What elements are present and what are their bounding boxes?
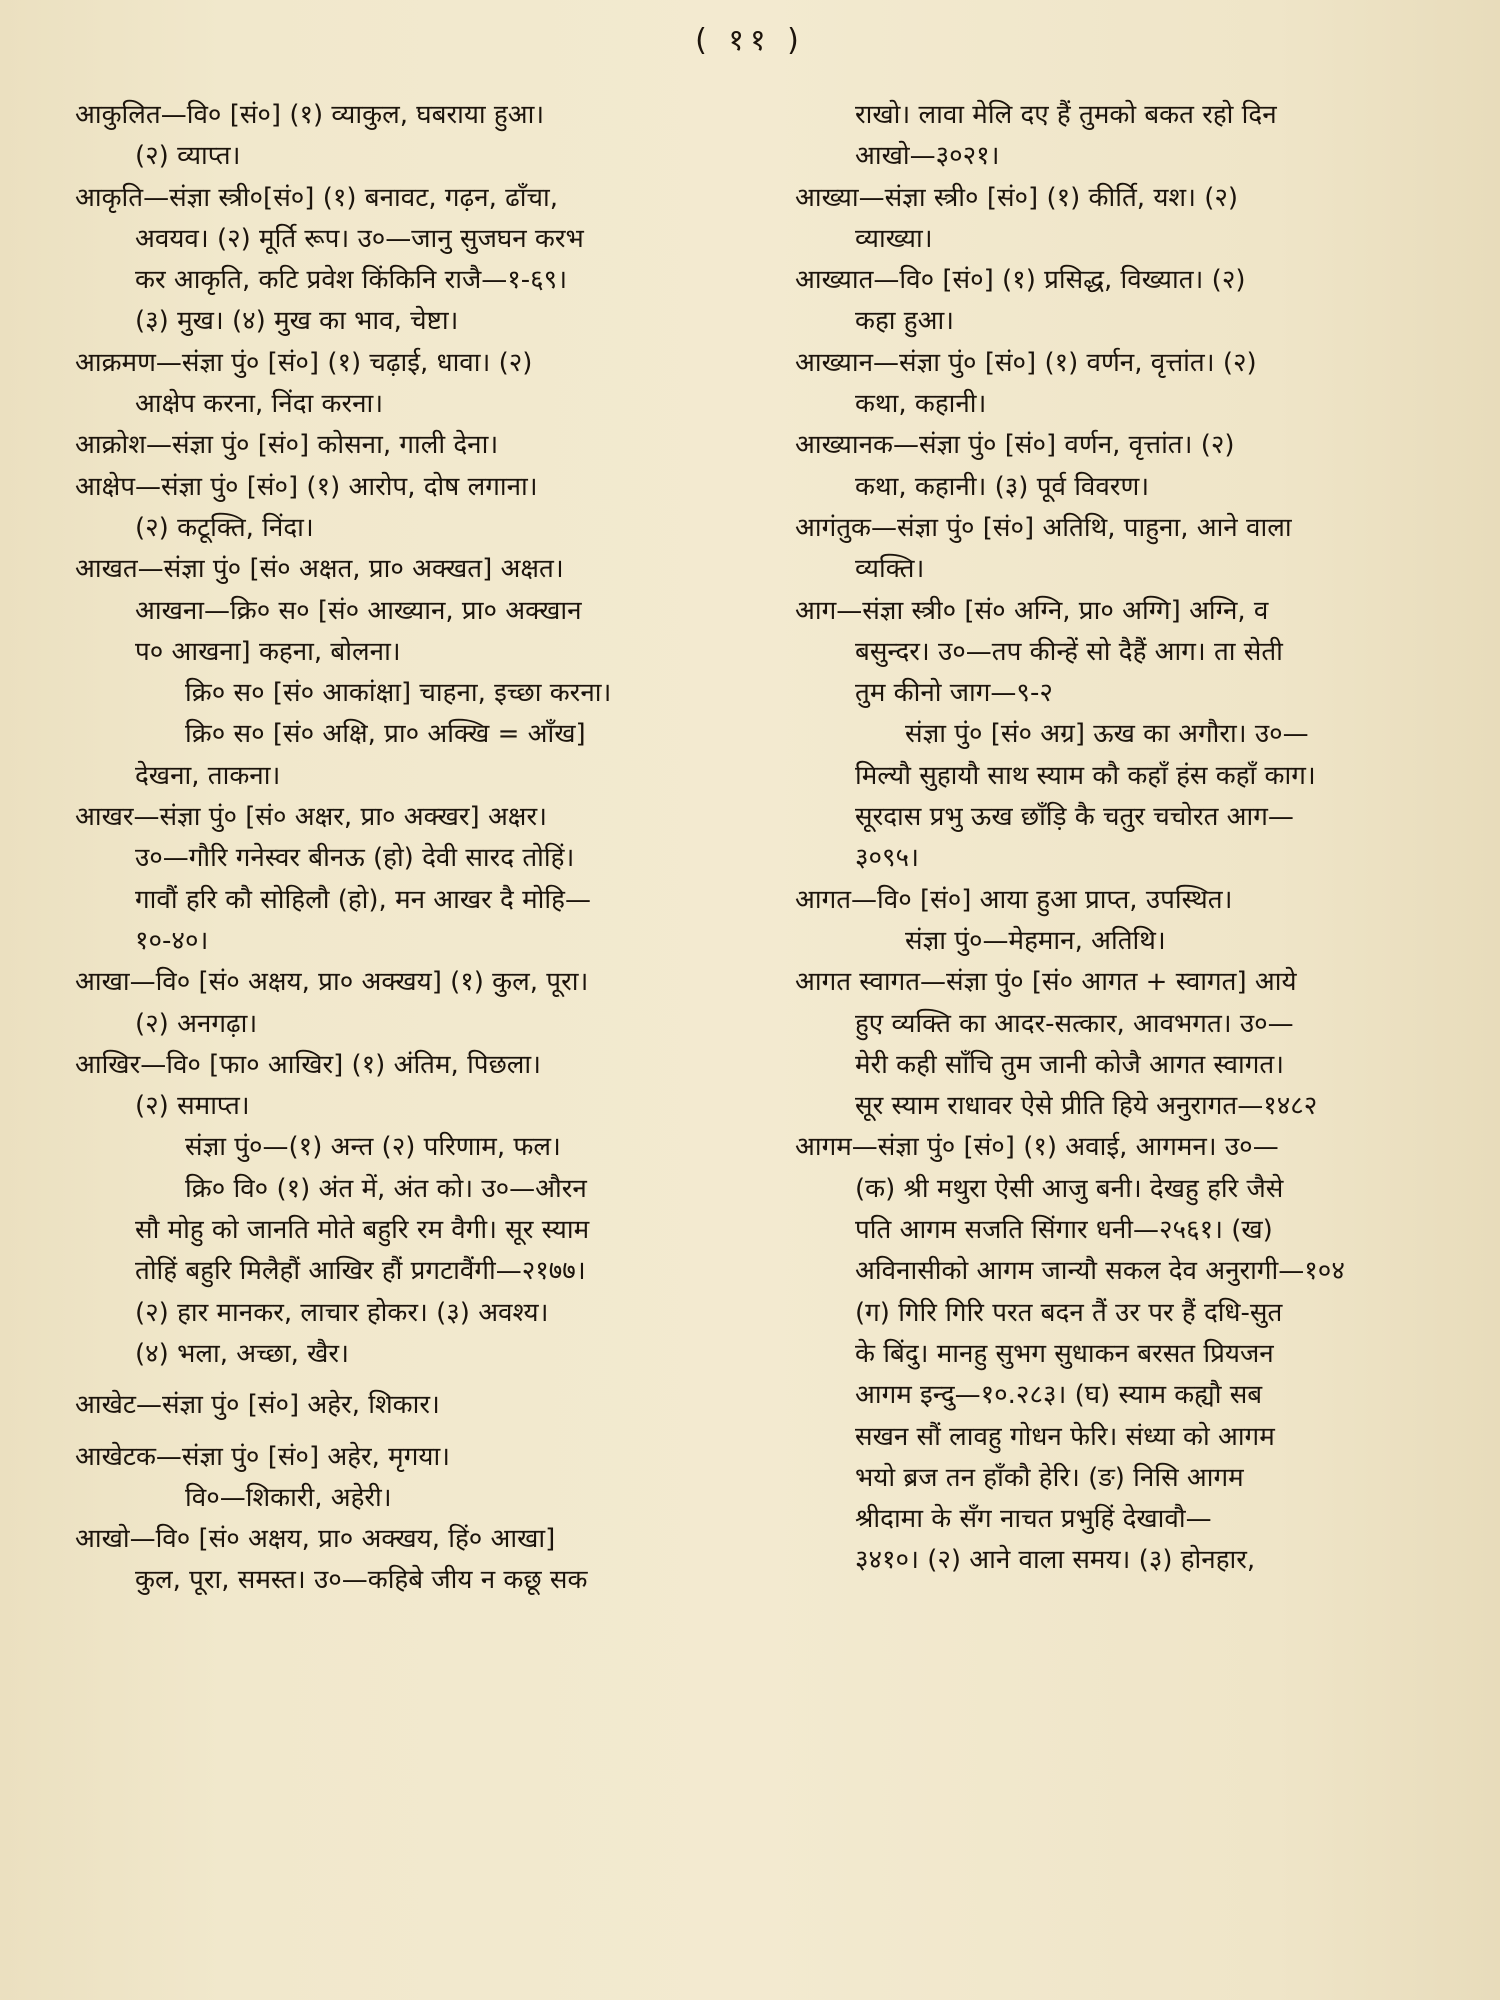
entry-line: संज्ञा पुं०—(१) अन्त (२) परिणाम, फल। — [185, 1132, 561, 1163]
entry-line: आखना—क्रि० स० [सं० आख्यान, प्रा० अक्खान — [135, 595, 582, 626]
entry-line: तुम कीनो जाग—९-२ — [855, 678, 1053, 709]
entry-line: कर आकृति, कटि प्रवेश किंकिनि राजै—१-६९। — [135, 265, 568, 296]
entry-line: भयो ब्रज तन हाँकौ हेरि। (ङ) निसि आगम — [855, 1462, 1244, 1493]
entry-line: आखिर—वि० [फा० आखिर] (१) अंतिम, पिछला। — [75, 1049, 542, 1080]
entry-line: आखर—संज्ञा पुं० [सं० अक्षर, प्रा० अक्खर] अक्षर। — [75, 802, 547, 833]
entry-line: आकृति—संज्ञा स्त्री०[सं०] (१) बनावट, गढ़न, ढाँचा, — [75, 182, 558, 213]
entry-line: गावौं हरि कौ सोहिलौ (हो), मन आखर दै मोहि— — [135, 884, 591, 915]
entry-line: कुल, पूरा, समस्त। उ०—कहिबे जीय न कछू सक — [135, 1565, 588, 1596]
entry-line: अविनासीको आगम जान्यौ सकल देव अनुरागी—१०४ — [855, 1256, 1345, 1287]
entry-line: (२) व्याप्त। — [135, 141, 241, 172]
entry-line: आख्या—संज्ञा स्त्री० [सं०] (१) कीर्ति, यश। (२) — [795, 182, 1239, 213]
entry-line: (२) कटूक्ति, निंदा। — [135, 512, 314, 543]
page-number: ( ११ ) — [695, 23, 805, 58]
entry-line: आगंतुक—संज्ञा पुं० [सं०] अतिथि, पाहुना, आने वाला — [795, 512, 1292, 543]
entry-line: आखेटक—संज्ञा पुं० [सं०] अहेर, मृगया। — [75, 1441, 451, 1472]
entry-line: उ०—गौरि गनेस्वर बीनऊ (हो) देवी सारद तोहिं। — [135, 843, 575, 874]
entry-line: वि०—शिकारी, अहेरी। — [185, 1482, 392, 1513]
left-column — [75, 95, 755, 1602]
entry-line: (२) अनगढ़ा। — [135, 1008, 258, 1039]
entry-line: आगम इन्दु—१०.२८३। (घ) स्याम कह्यौ सब — [855, 1380, 1263, 1411]
entry-line: सूर स्याम राधावर ऐसे प्रीति हिये अनुरागत—१४८२ — [855, 1091, 1318, 1122]
entry-line: अवयव। (२) मूर्ति रूप। उ०—जानु सुजघन करभ — [135, 223, 584, 254]
entry-line: बसुन्दर। उ०—तप कीन्हें सो दैहैं आग। ता सेती — [855, 636, 1283, 667]
entry-line: आखो—३०२१। — [855, 141, 1000, 172]
entry-line: आक्षेप—संज्ञा पुं० [सं०] (१) आरोप, दोष लगाना। — [75, 471, 538, 502]
entry-line: (२) समाप्त। — [135, 1091, 250, 1122]
entry-line: व्याख्या। — [855, 223, 933, 254]
entry-line: आगम—संज्ञा पुं० [सं०] (१) अवाई, आगमन। उ०— — [795, 1132, 1279, 1163]
entry-line: कथा, कहानी। (३) पूर्व विवरण। — [855, 471, 1150, 502]
entry-line: मेरी कही साँचि तुम जानी कोजै आगत स्वागत। — [855, 1049, 1285, 1080]
entry-line: क्रि० स० [सं० अक्षि, प्रा० अक्खि = आँख] — [185, 719, 586, 750]
entry-line: व्यक्ति। — [855, 554, 925, 585]
entry-line: आगत स्वागत—संज्ञा पुं० [सं० आगत + स्वागत] आये — [795, 967, 1297, 998]
entry-line: पति आगम सजति सिंगार धनी—२५६१। (ख) — [855, 1215, 1273, 1246]
entry-line: हुए व्यक्ति का आदर-सत्कार, आवभगत। उ०— — [855, 1008, 1294, 1039]
entry-line: तोहिं बहुरि मिलैहौं आखिर हौं प्रगटावैंगी—२१७७। — [135, 1256, 586, 1287]
entry-line: (३) मुख। (४) मुख का भाव, चेष्टा। — [135, 306, 459, 337]
entry-line: (२) हार मानकर, लाचार होकर। (३) अवश्य। — [135, 1297, 549, 1328]
entry-line: आगत—वि० [सं०] आया हुआ प्राप्त, उपस्थित। — [795, 884, 1233, 915]
entry-line: क्रि० स० [सं० आकांक्षा] चाहना, इच्छा करना। — [185, 678, 612, 709]
entry-line: संज्ञा पुं०—मेहमान, अतिथि। — [905, 925, 1166, 956]
entry-line: संज्ञा पुं० [सं० अग्र] ऊख का अगौरा। उ०— — [905, 719, 1309, 750]
entry-line: आखेट—संज्ञा पुं० [सं०] अहेर, शिकार। — [75, 1390, 440, 1421]
entry-line: (४) भला, अच्छा, खैर। — [135, 1338, 349, 1369]
entry-line: क्रि० वि० (१) अंत में, अंत को। उ०—औरन — [185, 1173, 587, 1204]
entry-line: सौ मोहु को जानति मोते बहुरि रम वैगी। सूर स्याम — [135, 1215, 590, 1246]
entry-line: प० आखना] कहना, बोलना। — [135, 636, 401, 667]
entry-line: कहा हुआ। — [855, 306, 955, 337]
entry-line: १०-४०। — [135, 925, 209, 956]
entry-line: आखा—वि० [सं० अक्षय, प्रा० अक्खय] (१) कुल, पूरा। — [75, 967, 589, 998]
entry-line: राखो। लावा मेलि दए हैं तुमको बकत रहो दिन — [855, 100, 1277, 130]
entry-line: आक्षेप करना, निंदा करना। — [135, 389, 384, 420]
entry-line: मिल्यौ सुहायौ साथ स्याम कौ कहाँ हंस कहाँ काग। — [855, 760, 1316, 791]
entry-line: आग—संज्ञा स्त्री० [सं० अग्नि, प्रा० अग्गि] अग्नि, व — [795, 595, 1269, 626]
spacer — [75, 1375, 755, 1385]
entry-line: ३४१०। (२) आने वाला समय। (३) होनहार, — [855, 1545, 1256, 1576]
entry-line: आक्रोश—संज्ञा पुं० [सं०] कोसना, गाली देना। — [75, 430, 499, 461]
entry-line: कथा, कहानी। — [855, 389, 987, 420]
entry-line: आखो—वि० [सं० अक्षय, प्रा० अक्खय, हिं० आखा] — [75, 1524, 556, 1555]
entry-line: आख्यान—संज्ञा पुं० [सं०] (१) वर्णन, वृत्तांत। (२) — [795, 347, 1257, 378]
spacer — [75, 1427, 755, 1437]
entry-line: आख्यात—वि० [सं०] (१) प्रसिद्ध, विख्यात। (२) — [795, 265, 1246, 296]
entry-line: आखत—संज्ञा पुं० [सं० अक्षत, प्रा० अक्खत] अक्षत। — [75, 554, 564, 585]
entry-line: सखन सौं लावहु गोधन फेरि। संध्या को आगम — [855, 1421, 1275, 1452]
right-column — [795, 95, 1475, 1582]
entry-line: (ग) गिरि गिरि परत बदन तैं उर पर हैं दधि-सुत — [855, 1297, 1283, 1328]
entry-line: देखना, ताकना। — [135, 760, 281, 791]
entry-line: (क) श्री मथुरा ऐसी आजु बनी। देखहु हरि जैसे — [855, 1173, 1284, 1204]
entry-line: श्रीदामा के सँग नाचत प्रभुहिं देखावौ— — [855, 1504, 1212, 1535]
entry-line: आक्रमण—संज्ञा पुं० [सं०] (१) चढ़ाई, धावा। (२) — [75, 347, 533, 378]
entry-line: आख्यानक—संज्ञा पुं० [सं०] वर्णन, वृत्तांत। (२) — [795, 430, 1235, 461]
entry-line: आकुलित—वि० [सं०] (१) व्याकुल, घबराया हुआ। — [75, 100, 545, 130]
entry-line: सूरदास प्रभु ऊख छाँड़ि कै चतुर चचोरत आग— — [855, 802, 1294, 833]
entry-line: ३०९५। — [855, 843, 919, 874]
entry-line: के बिंदु। मानहु सुभग सुधाकन बरसत प्रियजन — [855, 1338, 1274, 1369]
